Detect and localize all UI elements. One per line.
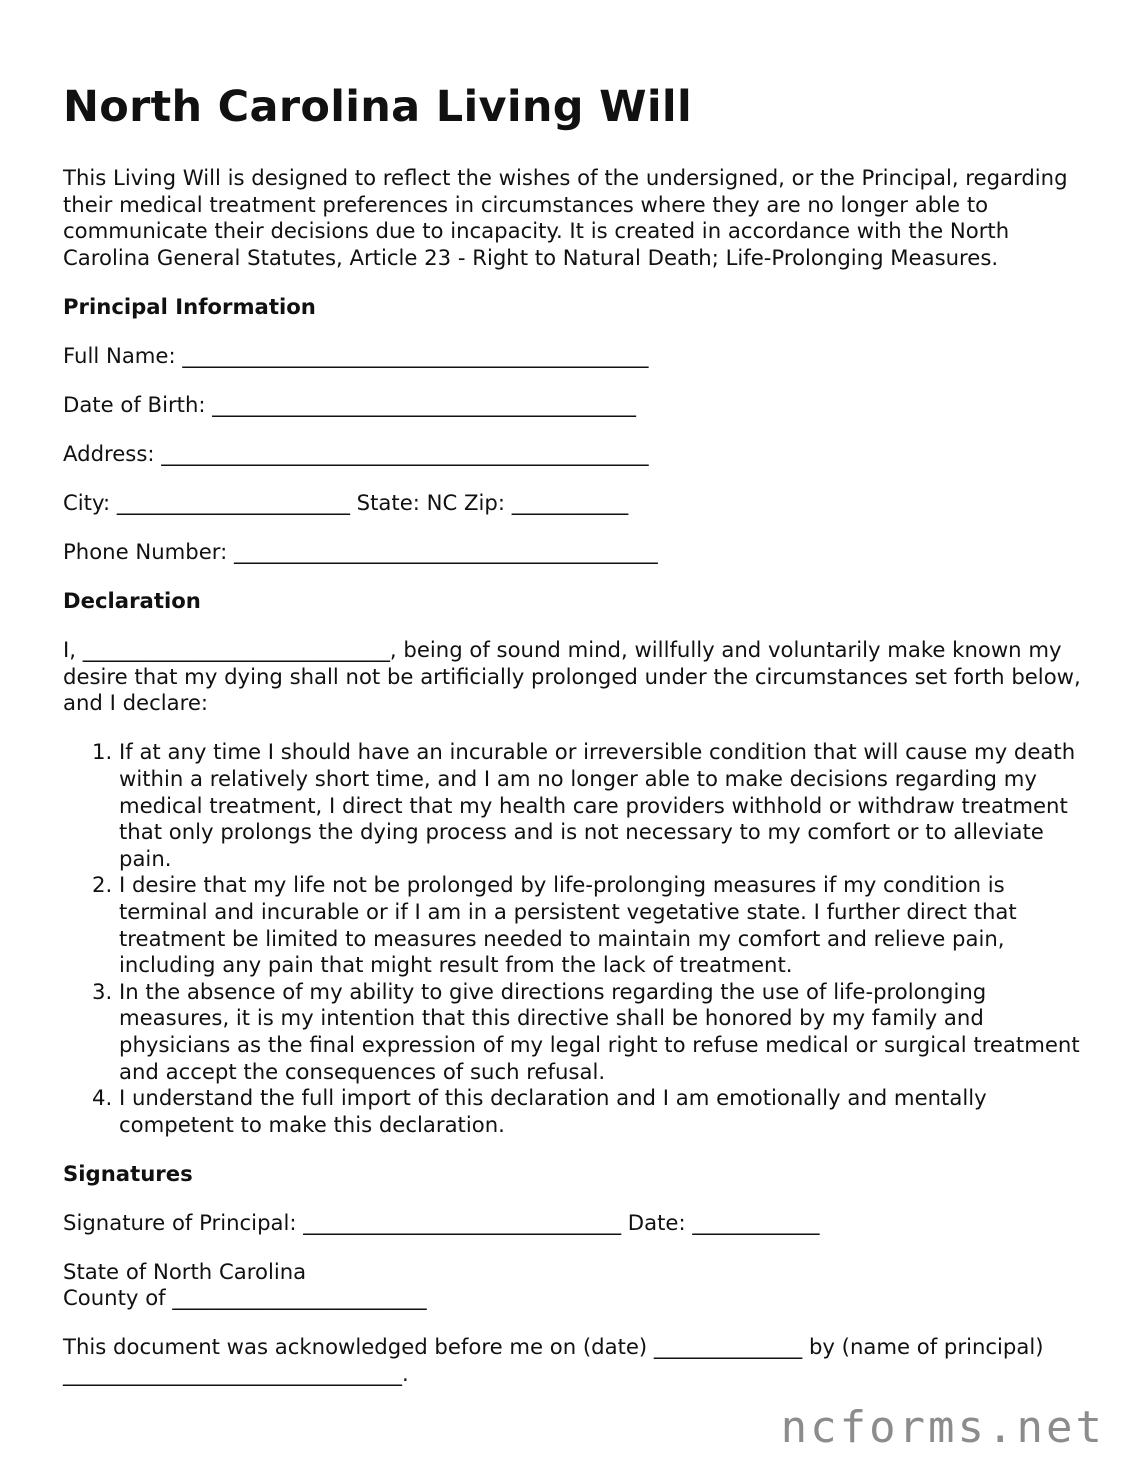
declaration-item: 2. I desire that my life not be prolonged by life-prolonging measures if my condition is terminal and incurable or if I am in a persistent vegetative state. I further direct that treatment be limited to measures needed to maintain my comfort and relieve pain, including any pain that might result from the lack of treatment. bbox=[119, 872, 1083, 978]
declaration-list bbox=[63, 739, 1083, 1138]
phone-number-field: Phone Number: ________________________________________ bbox=[63, 539, 658, 565]
acknowledgment-paragraph: This document was acknowledged before me on (date) ______________ by (name of principal) ________________________________. bbox=[63, 1334, 1044, 1386]
full-name-field: Full Name: ____________________________________________ bbox=[63, 343, 649, 369]
state-line: State of North Carolina bbox=[63, 1258, 307, 1284]
notary-venue bbox=[63, 1259, 1083, 1312]
declaration-item: 4. I understand the full import of this declaration and I am emotionally and mentally competent to make this declaration. bbox=[119, 1085, 1083, 1138]
declaration-item: 3. In the absence of my ability to give directions regarding the use of life-prolonging measures, it is my intention that this directive shall be honored by my family and physicians as the final expression of my legal right to refuse medical or surgical treatment and accept the consequences of such refusal. bbox=[119, 979, 1083, 1085]
county-line: County of ________________________ bbox=[63, 1285, 427, 1311]
signatures-heading: Signatures bbox=[63, 1160, 193, 1186]
declaration-heading: Declaration bbox=[63, 588, 201, 614]
document-title: North Carolina Living Will bbox=[63, 82, 692, 132]
principal-signature-line: Signature of Principal: ______________________________ Date: ____________ bbox=[63, 1209, 820, 1235]
declaration-intro: I, _____________________________, being of sound mind, willfully and voluntarily make known my desire that my dying shall not be artificially prolonged under the circumstances set forth below, and I declare: bbox=[63, 637, 1081, 716]
principal-information-heading: Principal Information bbox=[63, 294, 316, 320]
city-state-zip-field: City: ______________________ State: NC Zip: ___________ bbox=[63, 490, 629, 516]
address-field: Address: ______________________________________________ bbox=[63, 441, 649, 467]
declaration-item: 1. If at any time I should have an incurable or irreversible condition that will cause my death within a relatively short time, and I am no longer able to make decisions regarding my medical treatment, I direct that my health care providers withhold or withdraw treatment that only prolongs the dying process and is not necessary to my comfort or to alleviate pain. bbox=[119, 739, 1083, 872]
watermark: ncforms.net bbox=[780, 1402, 1105, 1453]
date-of-birth-field: Date of Birth: ________________________________________ bbox=[63, 392, 637, 418]
document-page bbox=[63, 78, 1083, 1387]
intro-paragraph: This Living Will is designed to reflect the wishes of the undersigned, or the Principal, regarding their medical treatment preferences in circumstances where they are no longer able to communicate their decisions due to incapacity. It is created in accordance with the North Carolina General Statutes, Article 23 - Right to Natural Death; Life-Prolonging Measures. bbox=[63, 165, 1068, 270]
